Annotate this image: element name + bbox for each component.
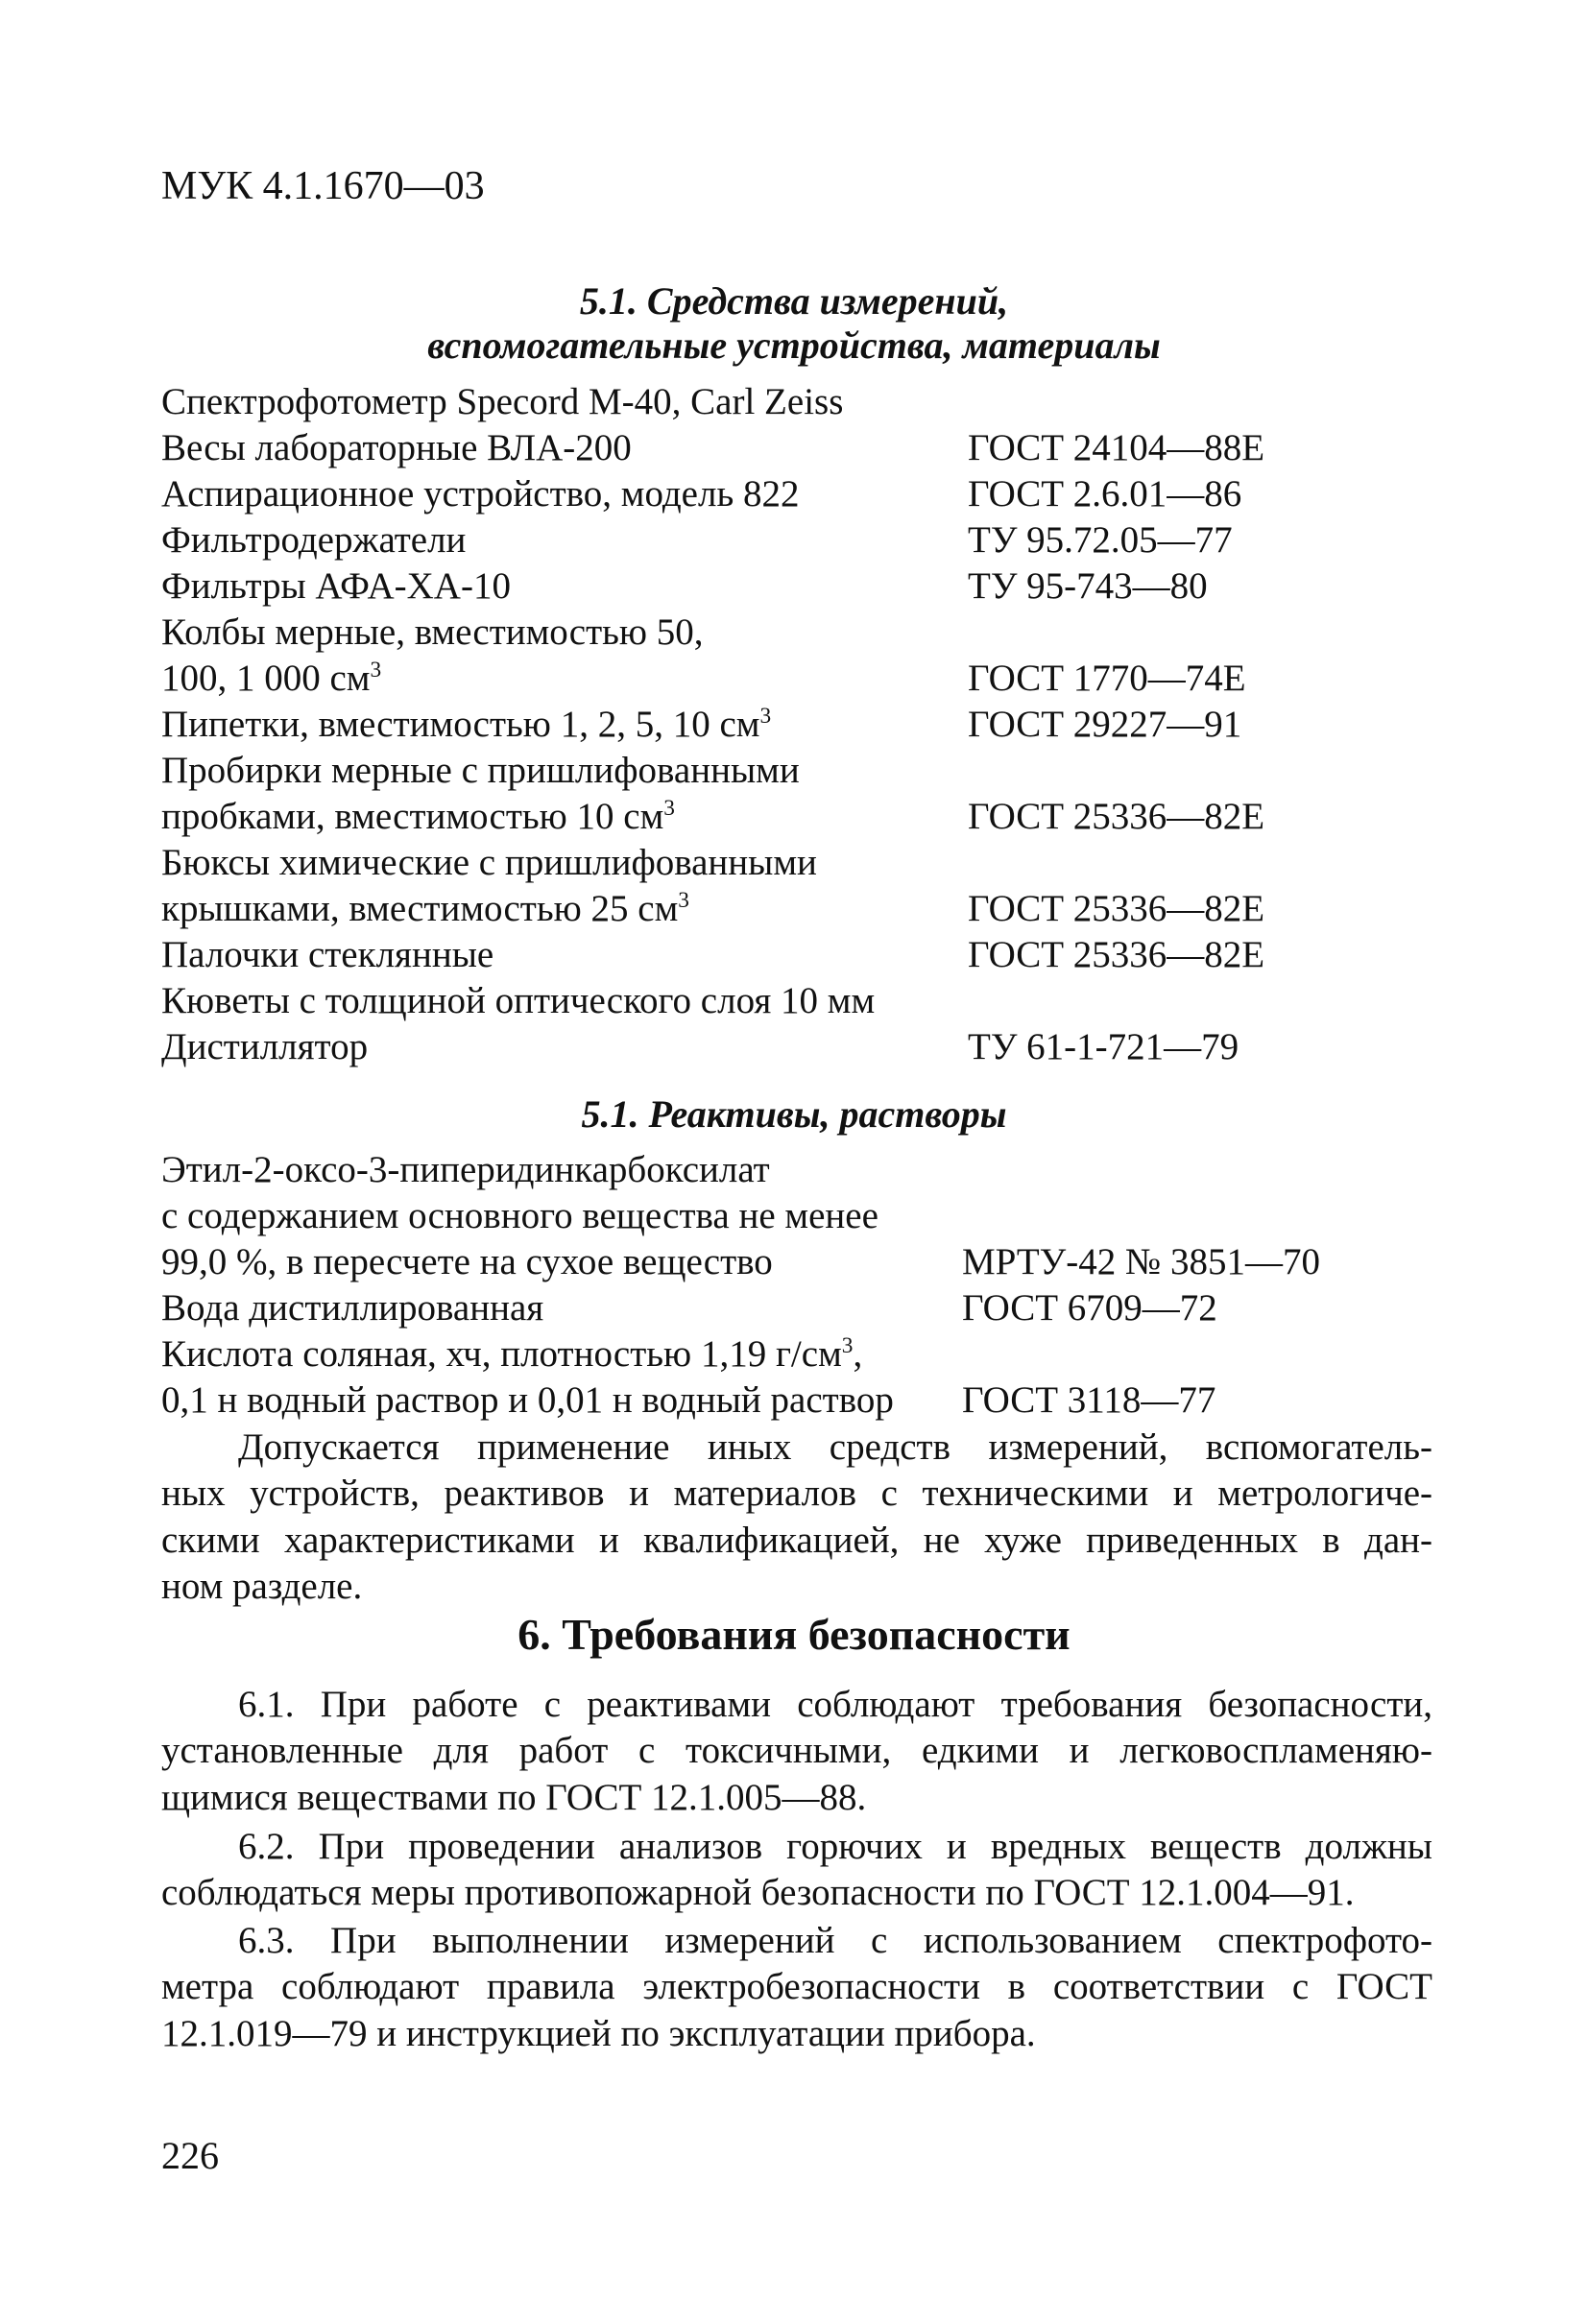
page-number: 226	[161, 2134, 219, 2177]
list-item: Фильтры АФА-ХА-10	[161, 565, 511, 607]
standard-ref: ГОСТ 25336—82Е	[968, 796, 1265, 837]
standard-ref: МРТУ-42 № 3851—70	[962, 1241, 1320, 1282]
paragraph-line: соблюдаться меры противопожарной безопасности по ГОСТ 12.1.004—91.	[161, 1872, 1355, 1914]
paragraph-line: Допускается применение иных средств измерений, вспомогатель-	[238, 1426, 1432, 1468]
section-title-instruments-line1: 5.1. Средства измерений,	[579, 279, 1009, 323]
standard-ref: ГОСТ 24104—88Е	[968, 427, 1265, 468]
list-item: Аспирационное устройство, модель 822	[161, 473, 800, 515]
list-item: Этил-2-оксо-3-пиперидинкарбоксилат	[161, 1149, 770, 1190]
paragraph-line: ных устройств, реактивов и материалов с техническими и метрологиче-	[161, 1473, 1432, 1515]
list-item: 100, 1 000 $см^3$	[161, 658, 382, 699]
paragraph-line: ном разделе.	[161, 1565, 363, 1607]
list-item: Спектрофотометр Specord M-40, Carl Zeiss	[161, 381, 844, 422]
list-item: крышками, вместимостью 25 $см^3$	[161, 888, 689, 929]
standard-ref: ГОСТ 6709—72	[962, 1287, 1217, 1329]
standard-ref: ГОСТ 2.6.01—86	[968, 473, 1242, 515]
standard-ref: ГОСТ 25336—82Е	[968, 934, 1265, 975]
superscript: 3	[759, 704, 772, 729]
document-code-header: МУК 4.1.1670—03	[161, 164, 485, 208]
section-heading-safety: 6. Требования безопасности	[517, 1610, 1071, 1659]
standard-ref: ТУ 95.72.05—77	[968, 519, 1233, 561]
section-title-reagents: 5.1. Реактивы, растворы	[581, 1092, 1007, 1136]
list-item: пробками, вместимостью 10 $см^3$	[161, 796, 675, 837]
paragraph-line: щимися веществами по ГОСТ 12.1.005—88.	[161, 1776, 867, 1818]
list-item: Весы лабораторные ВЛА-200	[161, 427, 632, 468]
list-item: с содержанием основного вещества не менее	[161, 1195, 878, 1236]
section-title-instruments-line2: вспомогательные устройства, материалы	[427, 323, 1161, 367]
superscript: 3	[663, 796, 675, 821]
list-item: Кюветы с толщиной оптического слоя 10 мм	[161, 980, 876, 1021]
note-paragraph	[161, 1425, 1432, 1610]
paragraph-line: 6.1. При работе с реактивами соблюдают требования безопасности,	[238, 1684, 1432, 1725]
standard-ref: ТУ 95-743—80	[968, 565, 1208, 607]
list-item: Вода дистиллированная	[161, 1287, 544, 1329]
paragraph-line: скими характеристиками и квалификацией, не хуже приведенных в дан-	[161, 1519, 1432, 1561]
list-item: Пипетки, вместимостью 1, 2, 5, 10 $см^3$	[161, 704, 772, 745]
list-item: 99,0 %, в пересчете на сухое вещество	[161, 1241, 773, 1282]
standard-ref: ГОСТ 3118—77	[962, 1379, 1216, 1421]
paragraph-6-1	[161, 1682, 1432, 1821]
paragraph-line: метра соблюдают правила электробезопасности в соответствии с ГОСТ	[161, 1966, 1432, 2008]
list-item: Бюксы химические с пришлифованными	[161, 842, 817, 883]
list-item: Колбы мерные, вместимостью 50,	[161, 611, 704, 653]
list-item: Дистиллятор	[161, 1026, 369, 1067]
paragraph-6-3	[161, 1918, 1432, 2057]
paragraph-line: установленные для работ с токсичными, едкими и легковоспламеняю-	[161, 1730, 1432, 1772]
superscript: 3	[678, 888, 689, 913]
list-item: Пробирки мерные с пришлифованными	[161, 750, 800, 791]
standard-ref: ГОСТ 29227—91	[968, 704, 1242, 745]
list-item: Фильтродержатели	[161, 519, 467, 561]
standard-ref: ТУ 61-1-721—79	[968, 1026, 1239, 1067]
standard-ref: ГОСТ 1770—74Е	[968, 658, 1246, 699]
paragraph-line: 6.3. При выполнении измерений с использованием спектрофото-	[238, 1920, 1432, 1961]
list-item: 0,1 н водный раствор и 0,01 н водный раствор	[161, 1379, 894, 1421]
superscript: 3	[370, 658, 382, 683]
list-item: Палочки стеклянные	[161, 934, 494, 975]
paragraph-line: 12.1.019—79 и инструкцией по эксплуатации прибора.	[161, 2012, 1036, 2054]
superscript: 3	[841, 1333, 854, 1358]
paragraph-line: 6.2. При проведении анализов горючих и вредных веществ должны	[238, 1826, 1432, 1867]
paragraph-6-2	[161, 1824, 1432, 1917]
standard-ref: ГОСТ 25336—82Е	[968, 888, 1265, 929]
list-item: Кислота соляная, хч, плотностью 1,19 $г/см^3$,	[161, 1333, 863, 1375]
